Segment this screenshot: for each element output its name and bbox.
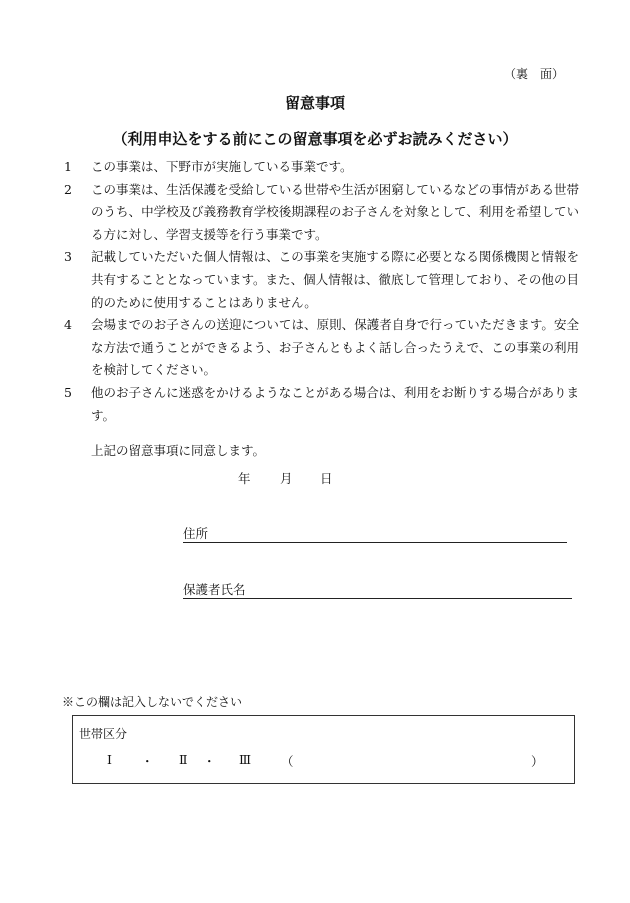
- paren-open: （: [281, 754, 294, 769]
- office-use-box: [72, 715, 575, 784]
- notice-list: [64, 156, 579, 427]
- item-text: 他のお子さんに迷惑をかけるようなことがある場合は、利用をお断りする場合があります。: [91, 384, 579, 423]
- list-item: [64, 156, 579, 179]
- address-field[interactable]: [183, 524, 567, 543]
- guardian-name-label: 保護者氏名: [183, 582, 246, 597]
- item-text: この事業は、下野市が実施している事業です。: [91, 159, 353, 174]
- paren-close: ）: [531, 754, 544, 769]
- item-text: この事業は、生活保護を受給している世帯や生活が困窮しているなどの事情がある世帯のうち、中学校及び義務教育学校後期課程のお子さんを対象として、利用を希望している方に対し、学習支援等を行う事業です。: [91, 181, 579, 242]
- list-item: [64, 246, 579, 314]
- option-separator: ・: [141, 754, 154, 769]
- item-number: 3: [64, 249, 72, 265]
- item-number: 1: [64, 159, 72, 174]
- year-label: 年: [238, 471, 251, 486]
- address-label: 住所: [183, 526, 209, 541]
- item-number: 4: [64, 317, 72, 333]
- category-option-2: Ⅱ: [179, 752, 188, 767]
- item-text: 記載していただいた個人情報は、この事業を実施する際に必要となる関係機関と情報を共有することとなっています。また、個人情報は、徹底して管理しており、その他の目的のために使用することはありません。: [91, 249, 579, 310]
- item-number: 2: [64, 181, 72, 197]
- page-subtitle: （利用申込をする前にこの留意事項を必ずお読みください）: [112, 130, 518, 148]
- list-item: [64, 179, 579, 247]
- consent-statement: 上記の留意事項に同意します。: [91, 443, 266, 458]
- household-category-options: [73, 752, 576, 772]
- guardian-name-field[interactable]: [183, 580, 572, 599]
- page-side-label: （裏 面）: [503, 67, 564, 81]
- household-category-label: 世帯区分: [79, 727, 128, 741]
- page-title: 留意事項: [284, 94, 345, 112]
- category-option-3: Ⅲ: [239, 752, 252, 767]
- day-label: 日: [320, 471, 333, 486]
- item-text: 会場までのお子さんの送迎については、原則、保護者自身で行っていただきます。安全な方法で通うことができるよう、お子さんともよく話し合ったうえで、この事業の利用を検討してください。: [91, 317, 579, 378]
- month-label: 月: [280, 471, 293, 486]
- date-field[interactable]: [238, 469, 333, 487]
- list-item: [64, 382, 579, 427]
- category-option-1: Ⅰ: [107, 752, 112, 767]
- option-separator: ・: [203, 754, 216, 769]
- item-number: 5: [64, 384, 72, 400]
- office-use-note: ※この欄は記入しないでください: [62, 695, 243, 709]
- list-item: [64, 314, 579, 382]
